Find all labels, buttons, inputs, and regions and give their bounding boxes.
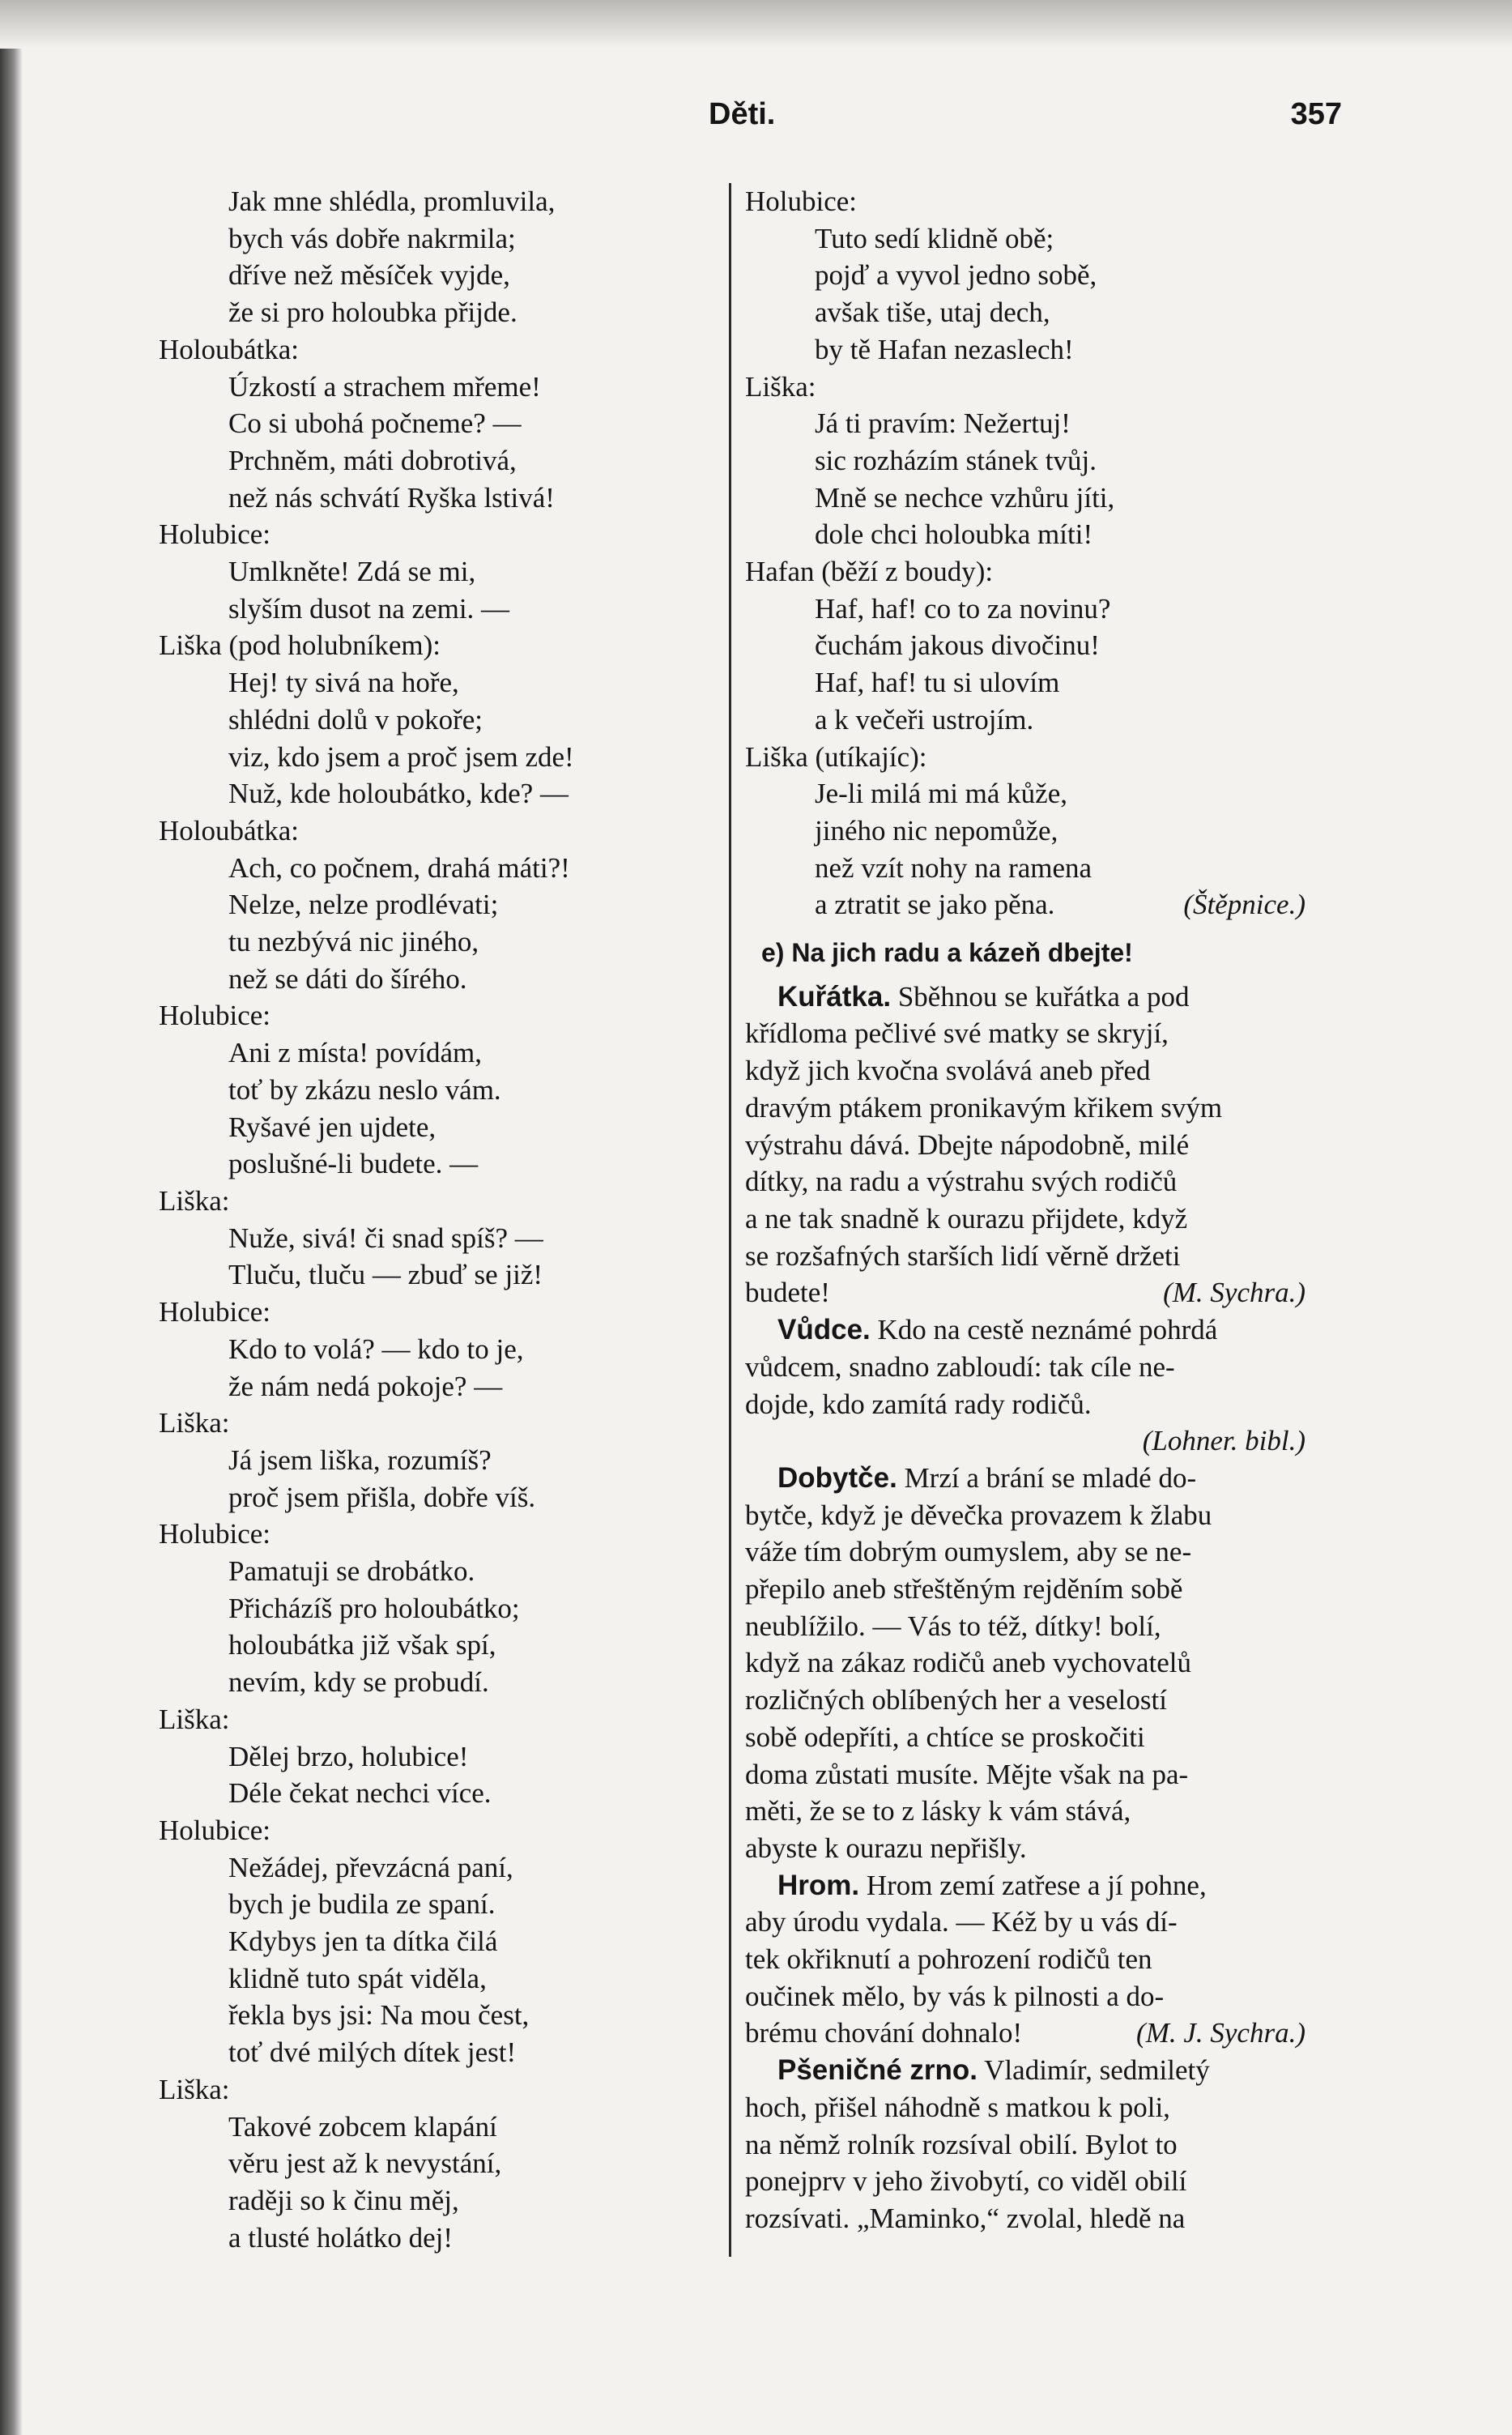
verse-line: Jak mne shlédla, promluvila, — [228, 186, 556, 217]
speaker-label: Liška (utíkajíc): — [745, 740, 927, 773]
verse-line: holoubátka již však spí, — [228, 1629, 496, 1661]
entry-text: Sběhnou se kuřátka a pod — [897, 980, 1190, 1013]
verse-line: Přicházíš pro holoubátko; — [228, 1592, 520, 1624]
verse-line: sic rozházím stánek tvůj. — [815, 444, 1097, 476]
paragraph-line: a ne tak snadně k ourazu přijdete, když — [745, 1202, 1188, 1235]
verse-line: toť dvé milých dítek jest! — [228, 2036, 517, 2069]
verse-line: Umlkněte! Zdá se mi, — [228, 556, 476, 588]
paragraph-line — [745, 2015, 1312, 2052]
verse-line: pojď a vyvol jedno sobě, — [815, 259, 1097, 292]
entry-text: Mrzí a brání se mladé do- — [904, 1461, 1197, 1494]
verse-line: Tuto sedí klidně obě; — [815, 222, 1054, 254]
verse-line: Déle čekat nechci více. — [228, 1777, 492, 1810]
page-number: 357 — [1290, 97, 1342, 131]
speaker-label: Holubice: — [159, 1296, 271, 1328]
speaker-label: Hafan (běží z boudy): — [745, 556, 994, 588]
speaker-label: Holubice: — [159, 1000, 271, 1032]
speaker-label: Holubice: — [159, 518, 271, 551]
verse-line: než se dáti do šírého. — [228, 962, 467, 995]
verse-line: Kdybys jen ta dítka čilá — [228, 1925, 498, 1958]
speaker-label: Liška: — [745, 370, 816, 403]
entry-line — [745, 979, 1312, 1016]
right-column — [745, 183, 1312, 2237]
verse-line: dříve než měsíček vyjde, — [228, 259, 510, 292]
paragraph-line: hoch, přišel náhodně s matkou k poli, — [745, 2091, 1170, 2123]
entry-text: Vladimír, sedmiletý — [984, 2054, 1210, 2087]
speaker-label: Holubice: — [159, 1814, 271, 1846]
paragraph-text: budete! — [745, 1277, 830, 1309]
verse-line: Hej! ty sivá na hoře, — [228, 667, 459, 699]
verse-line: Haf, haf! co to za novinu? — [815, 592, 1111, 625]
paragraph-line: když na zákaz rodičů aneb vychovatelů — [745, 1647, 1191, 1679]
verse-line: Ryšavé jen ujdete, — [228, 1111, 437, 1143]
verse-line: bych vás dobře nakrmila; — [228, 222, 516, 254]
verse-line: a k večeři ustrojím. — [815, 703, 1034, 736]
entry-line — [745, 1460, 1312, 1497]
verse-line: Úzkostí a strachem mřeme! — [228, 370, 541, 403]
source-citation: (M. Sychra.) — [1163, 1277, 1305, 1309]
paragraph-line: křídloma pečlivé své matky se skryjí, — [745, 1017, 1169, 1050]
speaker-label: Liška: — [159, 1184, 230, 1217]
verse-line: Ani z místa! povídám, — [228, 1037, 483, 1069]
paragraph-line: váže tím dobrým oumyslem, aby se ne- — [745, 1536, 1192, 1568]
verse-line: Tluču, tluču — zbuď se již! — [228, 1259, 543, 1291]
page-header — [696, 91, 1342, 139]
verse-line: tu nezbývá nic jiného, — [228, 926, 479, 958]
entry-line — [745, 1311, 1312, 1349]
verse-text: a ztratit se jako pěna. — [815, 889, 1055, 921]
paragraph-line: dítky, na radu a výstrahu svých rodičů — [745, 1166, 1178, 1198]
entry-line — [745, 2052, 1312, 2089]
entry-title: Hrom. — [777, 1869, 860, 1901]
entry-line — [745, 1867, 1312, 1904]
verse-line: Nuž, kde holoubátko, kde? — — [228, 778, 569, 810]
paragraph-line — [745, 1274, 1312, 1311]
running-title: Děti. — [709, 97, 776, 131]
verse-line: klidně tuto spát viděla, — [228, 1962, 487, 1994]
verse-line: Prchněm, máti dobrotivá, — [228, 444, 517, 476]
source-citation: (M. J. Sychra.) — [1136, 2017, 1305, 2049]
scan-shadow-edge — [0, 0, 23, 2435]
paragraph-line: rozličných oblíbených her a veselostí — [745, 1684, 1167, 1716]
speaker-label: Holoubátka: — [159, 814, 300, 846]
verse-line: raději so k činu měj, — [228, 2184, 459, 2216]
paragraph-line: oučinek mělo, by vás k pilnosti a do- — [745, 1980, 1165, 2012]
verse-line: než vzít nohy na ramena — [815, 851, 1092, 884]
paragraph-line: dravým ptákem pronikavým křikem svým — [745, 1091, 1223, 1124]
paragraph-line: doma zůstati musíte. Mějte však na pa- — [745, 1758, 1189, 1790]
speaker-label: Liška: — [159, 1407, 230, 1439]
verse-line: Já jsem liška, rozumíš? — [228, 1444, 492, 1476]
verse-line: Nuže, sivá! či snad spíš? — — [228, 1222, 543, 1254]
paragraph-line: neublížilo. — Vás to též, dítky! bolí, — [745, 1610, 1161, 1642]
verse-line: že nám nedá pokoje? — — [228, 1370, 503, 1402]
paragraph-line: dojde, kdo zamítá rady rodičů. — [745, 1388, 1092, 1420]
speaker-label: Holubice: — [159, 1518, 271, 1550]
entry-title: Pšeničné zrno. — [777, 2054, 978, 2087]
section-heading: e) Na jich radu a kázeň dbejte! — [761, 938, 1133, 968]
verse-line: poslušné-li budete. — — [228, 1148, 479, 1180]
verse-line: Haf, haf! tu si ulovím — [815, 667, 1060, 699]
paragraph-line: na němž rolník rozsíval obilí. Bylot to — [745, 2128, 1178, 2160]
speaker-label: Holoubátka: — [159, 333, 300, 365]
source-citation: (Štěpnice.) — [1183, 889, 1305, 921]
verse-line: řekla bys jsi: Na mou čest, — [228, 1999, 530, 2032]
verse-line: jiného nic nepomůže, — [815, 814, 1058, 846]
verse-line: Nelze, nelze prodlévati; — [228, 889, 499, 921]
left-column — [159, 183, 726, 2256]
verse-line: viz, kdo jsem a proč jsem zde! — [228, 740, 574, 773]
verse-line: Mně se nechce vzhůru jíti, — [815, 481, 1115, 514]
scan-shadow-top — [0, 0, 1512, 49]
paragraph-line: aby úrodu vydala. — Kéž by u vás dí- — [745, 1906, 1178, 1938]
verse-line: bych je budila ze spaní. — [228, 1888, 496, 1921]
entry-title: Dobytče. — [777, 1461, 897, 1494]
speaker-label: Holubice: — [745, 186, 858, 217]
verse-line: Je-li milá mi má kůže, — [815, 778, 1067, 810]
paragraph-line: rozsívati. „Maminko,“ zvolal, hledě na — [745, 2202, 1186, 2234]
verse-line: že si pro holoubka přijde. — [228, 296, 517, 329]
paragraph-line: výstrahu dává. Dbejte nápodobně, milé — [745, 1128, 1190, 1161]
verse-line: Ach, co počnem, drahá máti?! — [228, 851, 570, 884]
entry-text: Kdo na cestě neznámé pohrdá — [877, 1314, 1218, 1346]
paragraph-text: brému chování dohnalo! — [745, 2017, 1023, 2049]
entry-title: Vůdce. — [777, 1314, 871, 1346]
source-citation: (Lohner. bibl.) — [1142, 1425, 1305, 1457]
paragraph-line: když jich kvočna svolává aneb před — [745, 1055, 1151, 1087]
paragraph-line: vůdcem, snadno zabloudí: tak cíle ne- — [745, 1350, 1175, 1383]
verse-line: Kdo to volá? — kdo to je, — [228, 1333, 524, 1365]
paragraph-line: tek okřiknutí a pohrození rodičů ten — [745, 1943, 1152, 1976]
verse-line: Nežádej, převzácná paní, — [228, 1851, 513, 1883]
verse-line: shlédni dolů v pokoře; — [228, 703, 483, 736]
speaker-label: Liška: — [159, 1703, 230, 1735]
paragraph-line: přepilo aneb střeštěným rejděním sobě — [745, 1573, 1183, 1606]
verse-line: nevím, kdy se probudí. — [228, 1666, 489, 1699]
verse-line: a tlusté holátko dej! — [228, 2221, 454, 2254]
speaker-label: Liška: — [159, 2073, 230, 2105]
paragraph-line: ponejprv v jeho živobytí, co viděl obilí — [745, 2165, 1187, 2198]
verse-line: věru jest až k nevystání, — [228, 2147, 502, 2180]
entry-text: Hrom zemí zatřese a jí pohne, — [866, 1869, 1207, 1901]
verse-line: dole chci holoubka míti! — [815, 518, 1093, 551]
verse-line: Já ti pravím: Nežertuj! — [815, 407, 1071, 440]
paragraph-line: se rozšafných starších lidí věrně držeti — [745, 1239, 1181, 1272]
verse-line: Takové zobcem klapání — [228, 2110, 497, 2143]
verse-line: čuchám jakous divočinu! — [815, 629, 1100, 662]
entry-title: Kuřátka. — [777, 980, 892, 1013]
paragraph-line: bytče, když je děvečka provazem k žlabu — [745, 1499, 1212, 1531]
column-divider — [729, 183, 731, 2257]
paragraph-line: abyste k ourazu nepřišly. — [745, 1832, 1027, 1864]
verse-line: slyším dusot na zemi. — — [228, 592, 510, 625]
source-line — [745, 1422, 1312, 1460]
verse-line: Co si ubohá počneme? — — [228, 407, 522, 440]
verse-line: toť by zkázu neslo vám. — [228, 1073, 501, 1106]
paragraph-line: měti, že se to z lásky k vám stává, — [745, 1795, 1131, 1827]
verse-line: proč jsem přišla, dobře víš. — [228, 1481, 536, 1513]
verse-line: avšak tiše, utaj dech, — [815, 296, 1050, 329]
paragraph-line: sobě odepříti, a chtíce se proskočiti — [745, 1721, 1145, 1753]
verse-line: Pamatuji se drobátko. — [228, 1555, 475, 1588]
verse-line: než nás schvátí Ryška lstivá! — [228, 481, 555, 514]
speaker-label: Liška (pod holubníkem): — [159, 629, 441, 662]
verse-line — [745, 886, 1312, 923]
verse-line: Dělej brzo, holubice! — [228, 1740, 469, 1772]
verse-line: by tě Hafan nezaslech! — [815, 333, 1074, 365]
